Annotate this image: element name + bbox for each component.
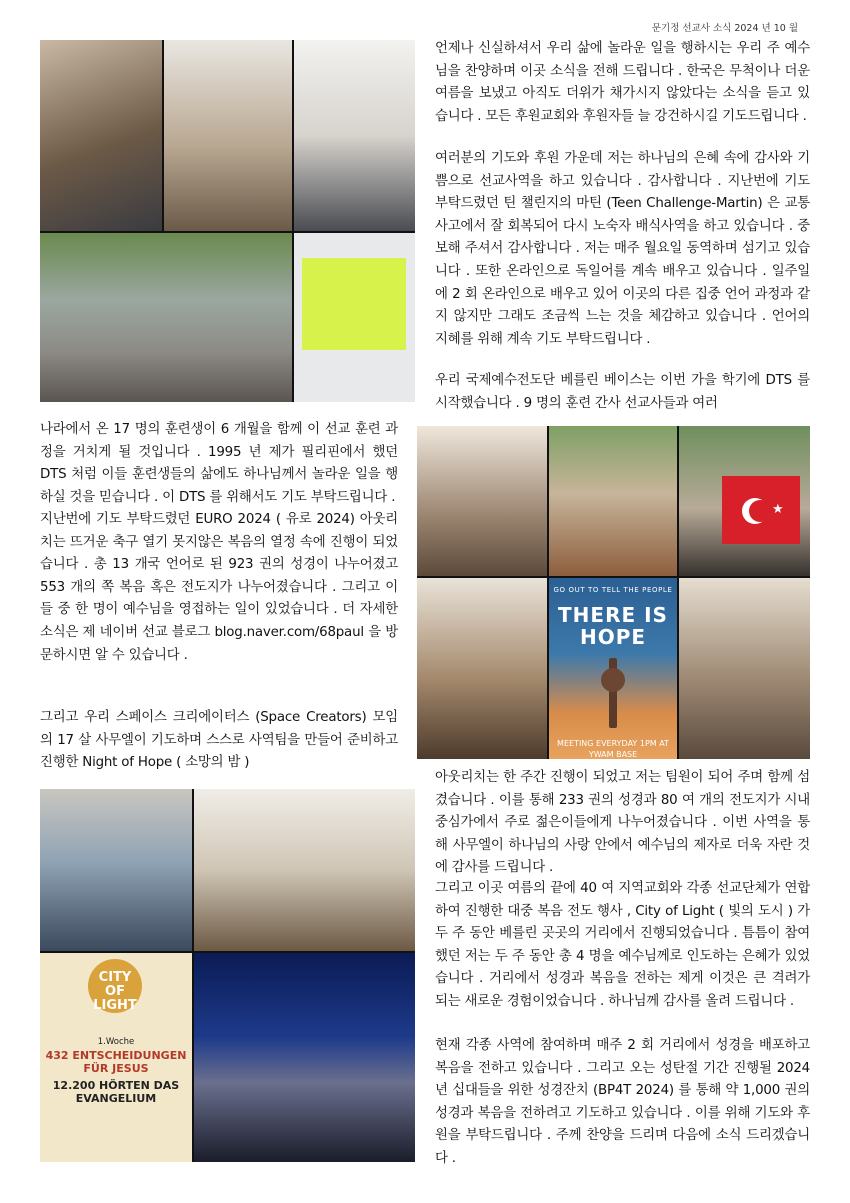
city-of-light-graphic [40,953,192,1162]
paragraph-ministry-update: 여러분의 기도와 후원 가운데 저는 하나님의 은혜 속에 감사와 기쁨으로 선교사역을 하고 있습니다 . 감사합니다 . 지난번에 기도 부탁드렸던 틴 챌린지의 마틴 (Teen Challenge-Martin) 은 교통사고에서 잘 회복되어 다시 노숙자 배식사역을 하고 있습니다 . 중보해 주셔서 감사합니다 . 저는 매주 월요일 동역하며 섬기고 있습니다 . 또한 온라인으로 독일어를 계속 배우고 있습니다 . 일주일에 2 회 온라인으로 배우고 있어 이곳의 다른 집중 언어 과정과 같지 않지만 그래도 조금씩 느는 것을 체감하고 있습니다 . 언어의 지혜를 위해 계속 기도 부탁드립니다 . [435,151,810,347]
week-label: 1.Woche [97,1037,135,1047]
poster-meeting-info: MEETING EVERYDAY 1PM AT YWAM BASE [557,739,669,759]
photo-dts-room [417,426,547,576]
paragraph-city-of-light: 그리고 이곳 여름의 끝에 40 여 지역교회와 각종 선교단체가 연합하여 진행한 대중 복음 전도 행사 , City of Light ( 빛의 도시 ) 가 두 주 동안 베를린 곳곳의 거리에서 진행되었습니다 . 틈틈이 참여했던 저는 두 주 동안 총 4 명을 예수님께로 인도하는 은혜가 있었습니다 . 거리에서 성경과 복음을 전하는 제게 이것은 큰 격려가 되는 새로운 경험이었습니다 . 하나님께 감사를 올려 드립니다 . [435,881,810,1009]
vocabulary-screen [302,258,406,350]
star-icon: ★ [772,502,784,517]
paragraph-current-ministry: 현재 각종 사역에 참여하며 매주 2 회 거리에서 성경을 배포하고 복음을 전하고 있습니다 . 그리고 오는 성탄절 기간 진행될 2024 년 십대들을 위한 성경잔치 (BP4T 2024) 를 통해 약 1,000 권의 성경과 복음을 전하려고 기도하고 있습니다 . 이를 위해 기도와 후원을 부탁드립니다 . 주께 찬양을 드리며 다음에 소식 드리겠습니다 . [435,1038,810,1166]
photo-worship-room [294,40,415,231]
photo-collage-3 [40,789,415,1162]
photo-street-team [40,789,192,951]
photo-collage-2 [417,426,810,759]
photo-room-man [164,40,292,231]
turkish-flag [722,476,800,544]
photo-street-group [40,233,292,402]
photo-night-of-hope-team [417,578,547,759]
poster-subtitle: GO OUT TO TELL THE PEOPLE [553,586,673,594]
decisions-count: 432 ENTSCHEIDUNGEN FÜR JESUS [45,1049,187,1075]
paragraph-dts-start: 우리 국제예수전도단 베를린 베이스는 이번 가을 학기에 DTS 를 시작했습니다 . 9 명의 훈련 간사 선교사들과 여러 [435,373,810,411]
photo-night-event [194,953,415,1162]
heard-gospel-count: 12.200 HÖRTEN DAS EVANGELIUM [52,1079,180,1105]
paragraph-night-of-hope: 그리고 우리 스페이스 크리에이터스 (Space Creators) 모임의 17 살 사무엘이 기도하며 스스로 사역팀을 만들어 준비하고 진행한 Night of Hope ( 소망의 밤 ) [40,710,398,771]
photo-hall-worship [194,789,415,951]
photo-selfie [40,40,162,231]
poster-title: THERE IS HOPE [558,603,668,649]
there-is-hope-poster [549,578,677,759]
paragraph-greeting: 언제나 신실하셔서 우리 삶에 놀라운 일을 행하시는 우리 주 예수님을 찬양하며 이곳 소식을 전해 드립니다 . 한국은 무척이나 더운 여름을 보냈고 아직도 더위가 채가시지 않았다는 소식을 듣고 있습니다 . 모든 후원교회와 후원자들 늘 강건하시길 기도드립니다 . [435,41,810,124]
paragraph-outreach-result: 아웃리치는 한 주간 진행이 되었고 저는 팀원이 되어 주며 함께 섬겼습니다 . 이를 통해 233 권의 성경과 80 여 개의 전도지가 시내 중심가에서 주로 젊은이들에게 나누어졌습니다 . 이번 사역을 통해 사무엘이 하나님의 사랑 안에서 예수님의 제자로 더욱 자란 것에 감사를 드립니다 . [435,770,810,876]
paragraph-euro-2024: 지난번에 기도 부탁드렸던 EURO 2024 ( 유로 2024) 아웃리치는 뜨거운 축구 열기 못지않은 복음의 열정 속에 진행이 되었습니다 . 총 13 개국 언어로 된 923 권의 성경이 나누어졌고 553 개의 쪽 복음 혹은 전도지가 나누어졌습니다 . 그리고 이들 중 한 명이 예수님을 영접하는 일이 있었습니다 . 더 자세한 소식은 제 네이버 선교 블로그 blog.naver.com/68paul 을 방문하시면 알 수 있습니다 . [40,512,398,663]
tv-tower-icon [609,658,617,728]
city-of-light-logo: CITY OF LIGHT [88,959,142,1013]
photo-tract-preparation [679,578,810,759]
newsletter-header: 문기정 선교사 소식 2024 년 10 월 [651,23,798,34]
paragraph-dts-trainees: 나라에서 온 17 명의 훈련생이 6 개월을 함께 이 선교 훈련 과정을 거치게 될 것입니다 . 1995 년 제가 필리핀에서 했던 DTS 처럼 이들 훈련생들의 삶에도 하나님께서 놀라운 일을 행하실 것을 믿습니다 . 이 DTS 를 위해서도 기도 부탁드립니다 . [40,422,398,505]
photo-collage-1 [40,40,415,402]
photo-dts-group [549,426,677,576]
